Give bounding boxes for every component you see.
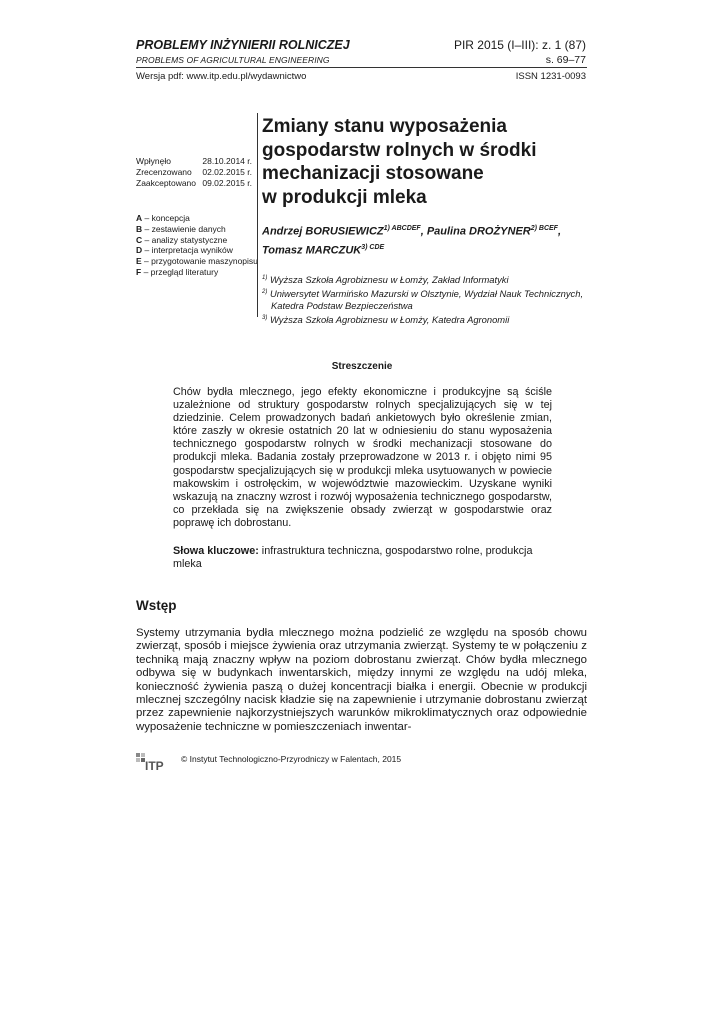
date-value: 28.10.2014 r. — [202, 156, 252, 166]
date-value: 02.02.2015 r. — [202, 167, 252, 177]
contribution-legend — [136, 213, 258, 278]
author-name: Andrzej BORUSIEWICZ — [262, 225, 384, 238]
vertical-divider — [257, 113, 258, 317]
date-label: Zrecenzowano — [136, 167, 192, 177]
pdf-version-link[interactable]: Wersja pdf: www.itp.edu.pl/wydawnictwo — [136, 71, 307, 82]
section-heading: Wstęp — [136, 598, 177, 613]
contribution-item: F – przegląd literatury — [136, 266, 219, 277]
affiliation-item: $^{2)}$ Uniwersytet Warmińsko Mazurski w Olsztynie, Wydział Nauk Technicznych, — [262, 288, 584, 300]
submission-dates — [136, 156, 252, 189]
abstract-heading: Streszczenie — [331, 361, 393, 372]
issn: ISSN 1231-0093 — [515, 71, 586, 82]
copyright-notice: © Instytut Technologiczno-Przyrodniczy w Falentach, 2015 — [181, 754, 402, 764]
contribution-item: A – koncepcja — [136, 213, 190, 223]
journal-subtitle: PROBLEMS OF AGRICULTURAL ENGINEERING — [136, 55, 330, 65]
affiliation-item: $^{1)}$ Wyższa Szkoła Agrobiznesu w Łomży, Zakład Informatyki — [262, 274, 509, 286]
date-label: Wpłynęło — [136, 156, 171, 166]
author-name: Tomasz MARCZUK — [262, 244, 362, 257]
contribution-item: C – analizy statystyczne — [136, 234, 228, 245]
contribution-item: E – przygotowanie maszynopisu — [136, 256, 258, 267]
contribution-item: D – interpretacja wyników — [136, 245, 233, 256]
date-accepted — [136, 178, 252, 189]
body-text: Systemy utrzymania bydła mlecznego można podzielić ze względu na sposób chowu zwierząt, sposób i miejsce żywienia oraz utrzymania zwierząt. Systemy te w połączeniu z techniką mają znaczny wpływ na poziom dobrostanu zwierząt. Chów bydła mlecznego odbywa się w budynkach inwentarskich, między innymi ze względu na udój mleka, konieczność żywienia paszą o dużej koncentracji białka i energii. Obecnie w produkcji mlecznej szczególny nacisk kładzie się na zapewnienie i utrzymanie dobrostanu zwierząt przez zapewnienie najkorzystniejszych warunków mikroklimatycznych oraz odpowiednie wyposażenie techniczne w pomieszczeniach inwentar- — [136, 627, 587, 733]
author-name: Paulina DROŻYNER — [426, 225, 531, 238]
date-received — [136, 156, 252, 167]
abstract-text: Chów bydła mlecznego, jego efekty ekonomiczne i produkcyjne są ściśle uzależnione od struktury gospodarstw rolnych specjalizujących się w tej dziedzinie. Celem prowadzonych badań ankietowych było określenie zmian, które zaszły w okresie ostatnich 20 lat w odniesieniu do stanu wyposażenia technicznego gospodarstw rolnych w środki mechanizacji stosowane do produkcji mleka. Badania zostały przeprowadzone w 2013 r. i objęto nimi 95 gospodarstw specjalizujących się w produkcji mleka usytuowanych w powiecie makowskim i ostrołęckim, w województwie mazowieckim. Uzyskane wyniki wskazują na znaczny wzrost i rozwój wyposażenia technicznego gospodarstw, co przekłada się na zwiększenie obsady zwierząt w gospodarstwie oraz poprawę ich dobrostanu. — [173, 386, 552, 529]
logo-text: ITP — [145, 759, 164, 773]
contribution-item: B – zestawienie danych — [136, 223, 226, 234]
authors: Andrzej $BORUSIEWICZ^{1) ABCDEF}$, Paulina $DROŻYNER^{2) BCEF}$, Tomasz $MARCZUK^{3) CDE}$ — [262, 225, 562, 257]
keywords-list: infrastruktura techniczna, gospodarstwo rolne, produkcja mleka — [173, 545, 533, 571]
keywords-label: Słowa kluczowe: — [173, 545, 259, 557]
date-value: 09.02.2015 r. — [202, 178, 252, 188]
date-reviewed — [136, 167, 252, 178]
affiliation-item-cont: Katedra Podstaw Bezpieczeństwa — [271, 300, 413, 312]
header-divider — [136, 67, 587, 68]
page-range: s. 69–77 — [545, 54, 586, 66]
affiliations — [262, 272, 592, 326]
affiliation-item: $^{3)}$ Wyższa Szkoła Agrobiznesu w Łomży, Katedra Agronomii — [262, 314, 510, 326]
issue-reference: PIR 2015 (I–III): z. 1 (87) — [453, 38, 586, 52]
itp-logo-icon — [136, 751, 176, 773]
journal-title: PROBLEMY INŻYNIERII ROLNICZEJ — [136, 38, 350, 52]
date-label: Zaakceptowano — [136, 178, 197, 188]
keywords — [173, 545, 552, 571]
article-title: Zmiany stanu wyposażenia gospodarstw rolnych w środki mechanizacji stosowane w produkcji mleka — [262, 116, 537, 208]
